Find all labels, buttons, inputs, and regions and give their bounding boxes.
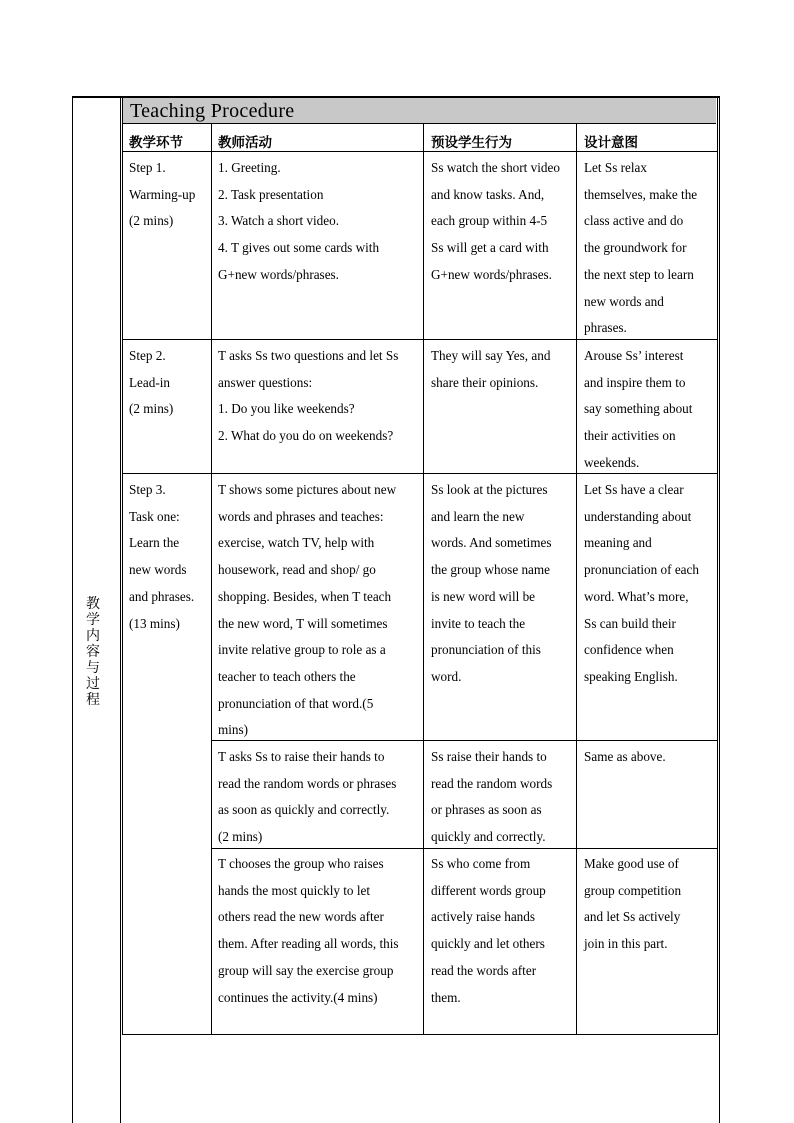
row2-step: Step 2. Lead-in (2 mins) (129, 348, 174, 417)
row5-purpose: Make good use of group competition and let Ss actively join in this part. (584, 856, 682, 952)
row2-students: They will say Yes, and share their opinions. (431, 348, 551, 390)
row3-students: Ss look at the pictures and learn the new words. And sometimes the group whose name is new word will be invite to teach the pronunciation of this word. (431, 482, 552, 684)
row3-teacher: T shows some pictures about new words and phrases and teaches: exercise, watch TV, help with housework, read and shop/ go shopping. Besides, when T teach the new word, T will sometimes invite relative group to role as a teacher to teach others the pronunciation of that word.(5 mins) (218, 482, 397, 738)
row1-step: Step 1. Warming-up (2 mins) (129, 160, 196, 229)
row5-students: Ss who come from different words group actively raise hands quickly and let others read the words after them. (431, 856, 546, 1005)
header-students: 预设学生行为 (431, 135, 512, 151)
row4-teacher: T asks Ss to raise their hands to read the random words or phrases as soon as quickly and correctly. (2 mins) (218, 749, 397, 845)
row2-purpose: Arouse Ss’ interest and inspire them to say something about their activities on weekends. (584, 348, 693, 470)
title-row (123, 98, 716, 124)
column-divider (423, 124, 424, 1035)
row2-teacher: T asks Ss two questions and let Ss answer questions: 1. Do you like weekends? 2. What do you do on weekends? (218, 348, 399, 444)
table-title: Teaching Procedure (130, 100, 295, 122)
row4-purpose: Same as above. (584, 749, 666, 764)
column-divider (576, 124, 577, 1035)
row1-teacher: 1. Greeting. 2. Task presentation 3. Watch a short video. 4. T gives out some cards with G+new words/phrases. (218, 160, 380, 282)
header-step: 教学环节 (129, 135, 183, 151)
side-label: 教学内容与过程 (86, 596, 100, 708)
row3-step: Step 3. Task one: Learn the new words and phrases. (13 mins) (129, 482, 195, 631)
row4-students: Ss raise their hands to read the random words or phrases as soon as quickly and correctly. (431, 749, 553, 845)
row3-purpose: Let Ss have a clear understanding about meaning and pronunciation of each word. What’s more, Ss can build their confidence when speaking English. (584, 482, 699, 684)
header-teacher: 教师活动 (218, 135, 272, 151)
row5-teacher: T chooses the group who raises hands the most quickly to let others read the new words after them. After reading all words, this group will say the exercise group continues the activity.(4 mins) (218, 856, 399, 1005)
column-divider (211, 124, 212, 1035)
header-purpose: 设计意图 (584, 135, 638, 151)
row1-purpose: Let Ss relax themselves, make the class active and do the groundwork for the next step to learn new words and phrases. (584, 160, 698, 336)
row1-students: Ss watch the short video and know tasks. And, each group within 4-5 Ss will get a card with G+new words/phrases. (431, 160, 560, 282)
